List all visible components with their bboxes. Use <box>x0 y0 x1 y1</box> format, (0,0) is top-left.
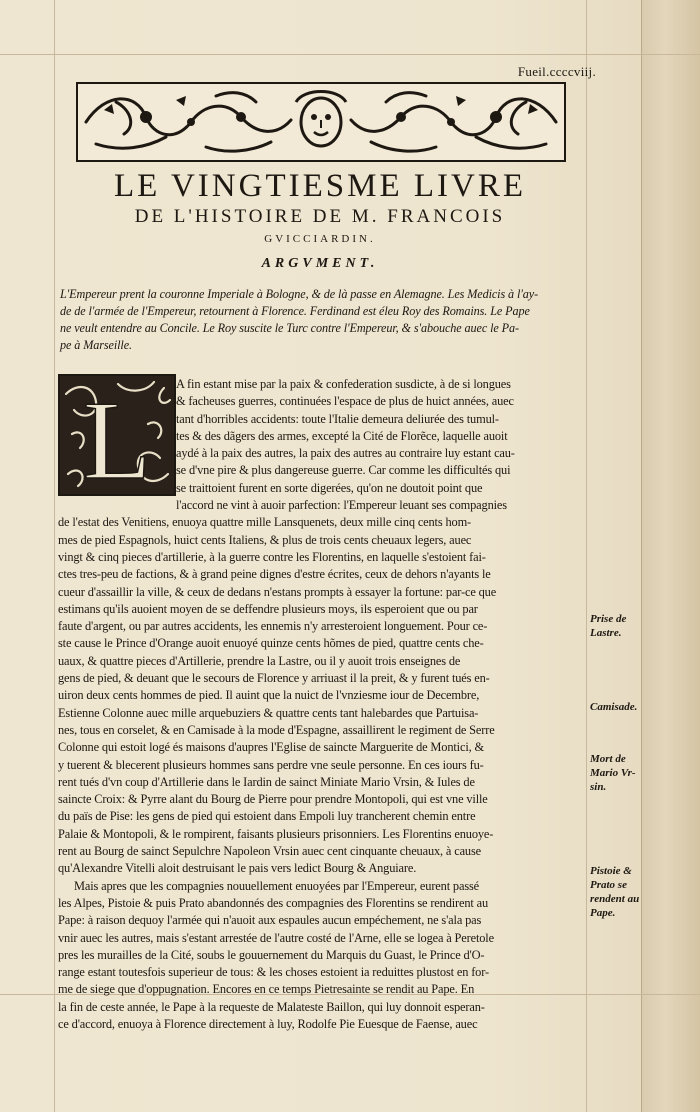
book-title: LE VINGTIESME LIVRE <box>113 168 526 204</box>
text-line: range estant toutesfois superieur de tous: & les choses estoient ia reduittes plustost en for- <box>58 965 489 980</box>
text-line: rent tués d'vn coup d'Artillerie dans le Iardin de sainct Miniate Mario Vrsin, & Iules de <box>58 774 475 789</box>
margin-note-line: Prato se <box>590 879 627 891</box>
text-line: uiron deux cents hommes de pied. Il auint que la nuict de l'vnziesme iour de Decembre, <box>58 688 480 703</box>
text-line: de l'estat des Venitiens, enuoya quattre mille Lansquenets, deux mille cinq cents hom- <box>58 515 472 530</box>
margin-note-line: Mort de <box>590 753 626 765</box>
ruling-line <box>586 0 587 1112</box>
folio-number: Fueil.ccccviij. <box>517 64 596 79</box>
text-line: Estienne Colonne auec mille arquebuziers & quattre cents tant halebardes que Partuisa- <box>58 705 479 720</box>
margin-note-line: Pistoie & <box>590 865 632 877</box>
ruling-line <box>54 0 55 1112</box>
book-subtitle: DE L'HISTOIRE DE M. FRANCOIS <box>134 206 506 227</box>
text-line: nes, tous en corselet, & en Camisade à la mode d'Espagne, assaillirent le regiment de Serre <box>58 722 495 737</box>
text-line: me de siege que d'oppugnation. Encores en ce temps Pietresainte se rendit au Pape. En <box>58 982 475 997</box>
text-line: les Alpes, Pistoie & puis Prato abandonnés des compagnies des Florentins se rendirent au <box>58 895 489 910</box>
text-line: l'accord ne vint à auoir parfection: l'Empereur leuant ses compagnies <box>176 498 507 513</box>
text-line: Pape: à raison dequoy l'armée qui n'auoit aux espaules aucun empéchement, ne s'ala pas <box>58 913 482 928</box>
margin-note-line: Pape. <box>590 907 616 919</box>
text-line: rent au Bourg de sainct Sepulchre Napoleon Vrsin auec cent cinquante cheuaux, à cause <box>58 844 481 859</box>
author-name: GVICCIARDIN. <box>264 233 376 245</box>
text-line: vnir auec les autres, mais s'estant arrestée de l'autre costé de l'Arne, elle se logea à Peretole <box>58 930 494 945</box>
argument-line: L'Empereur prent la couronne Imperiale à Bologne, & de là passe en Alemagne. Les Medicis à l'ay- <box>60 287 539 301</box>
argument-line: pe à Marseille. <box>60 338 132 352</box>
text-line: tant d'horribles accidents: toute l'Italie demeura deliurée des tumul- <box>176 411 499 426</box>
text-line: gens de pied, & deuant que le secours de Florence y arriuast il la preit, & y furent tués en- <box>58 671 490 686</box>
text-line: du païs de Pise: les gens de pied qui estoient dans Empoli luy trancherent chemin entre <box>58 809 476 824</box>
argument-heading: ARGVMENT. <box>261 256 379 271</box>
text-line: qu'Alexandre Vitelli aloit destruisant le pais vers ledict Bourg & Anguiare. <box>58 861 417 876</box>
text-line: vingt & cinq pieces d'artillerie, à la guerre contre les Florentins, en laquelle s'estoient fai- <box>58 549 486 564</box>
text-line: & facheuses guerres, continuées l'espace de plus de huict années, auec <box>176 394 514 409</box>
margin-note <box>590 864 639 920</box>
fold-line <box>0 54 700 55</box>
text-line: se traittoient furent en sorte digerées, qu'on ne doutoit point que <box>176 480 483 495</box>
margin-note <box>590 612 626 640</box>
initial-letter: L <box>82 379 152 496</box>
argument-summary <box>60 286 584 354</box>
margin-note <box>590 752 636 794</box>
margin-note-line: Camisade. <box>590 701 638 713</box>
margin-note-line: sin. <box>590 781 607 793</box>
text-line: tes & des dãgers des armes, excepté la Cité de Florẽce, laquelle auoit <box>176 428 508 443</box>
text-line: Mais apres que les compagnies nouuellement enuoyées par l'Empereur, eurent passé <box>74 878 480 893</box>
adjacent-page-edge <box>641 0 700 1112</box>
margin-note-line: Prise de <box>590 613 627 625</box>
text-line: la fin de ceste année, le Pape à la requeste de Malateste Baillon, qui luy donnoit esperan- <box>58 999 485 1014</box>
text-line: Palaie & Montopoli, & le rompirent, faisants plusieurs prisonniers. Les Florentins enuoye- <box>58 826 494 841</box>
text-line: se d'vne pire & plus dangereuse guerre. Car comme les difficultés qui <box>176 463 511 478</box>
margin-note <box>590 700 637 714</box>
text-line: Colonne qui estoit logé és maisons d'aupres l'Eglise de saincte Marguerite de Montici, & <box>58 740 484 755</box>
margin-note-line: rendent au <box>590 893 640 905</box>
margin-note-line: Mario Vr- <box>590 767 636 779</box>
body-text <box>58 376 584 1033</box>
text-line: ctes tres-peu de factions, & à grand peine dignes d'estre écrites, ceux de dehors n'ayants le <box>58 567 491 582</box>
text-line: y tuerent & blecerent plusieurs hommes sans perdre vne seule personne. En ces iours fu- <box>58 757 484 772</box>
argument-line: de de l'armée de l'Empereur, retournent à Florence. Ferdinand est éleu Roy des Romains. Le Pape <box>60 304 530 318</box>
text-line: mes de pied Espagnols, huict cents Italiens, & plus de trois cents cheuaux legers, auec <box>58 532 472 547</box>
text-line: saincte Croix: & Pyrre alant du Bourg de Pierre pour prendre Montopoli, qui est vne ville <box>58 792 488 807</box>
text-line: uaux, & quattre pieces d'Artillerie, prendre la Lastre, ou il y auoit trois enseignes de <box>58 653 461 668</box>
text-line: estimans qu'ils auoient moyen de se deffendre plusieurs moys, ils esperoient que ou par <box>58 601 478 616</box>
headpiece-ornament <box>76 82 566 162</box>
text-line: aydé à la paix des autres, la paix des autres au contraire luy estant cau- <box>176 446 515 461</box>
margin-note-line: Lastre. <box>590 627 622 639</box>
argument-line: ne veult entendre au Concile. Le Roy suscite le Turc contre l'Empereur, & s'abouche auec le Pa- <box>60 321 519 335</box>
text-line: faute d'argent, ou par autres accidents, les ennemis n'y arresteroient longuement. Pour ce- <box>58 619 488 634</box>
text-line: ce d'accord, enuoya à Florence directement à luy, Rodolfe Pie Euesque de Faense, auec <box>58 1016 478 1031</box>
text-line: A fin estant mise par la paix & confederation susdicte, à de si longues <box>176 377 511 391</box>
text-line: pres les murailles de la Cité, soubs le gouuernement du Marquis du Guast, le Prince d'O- <box>58 947 485 962</box>
text-line: cueur d'assaillir la ville, & ceux de dedans n'estans prompts à essayer la fortune: par-ce que <box>58 584 497 599</box>
text-line: ste cause le Prince d'Orange auoit enuoyé quinze cents hõmes de pied, quattre cents che- <box>58 636 484 651</box>
